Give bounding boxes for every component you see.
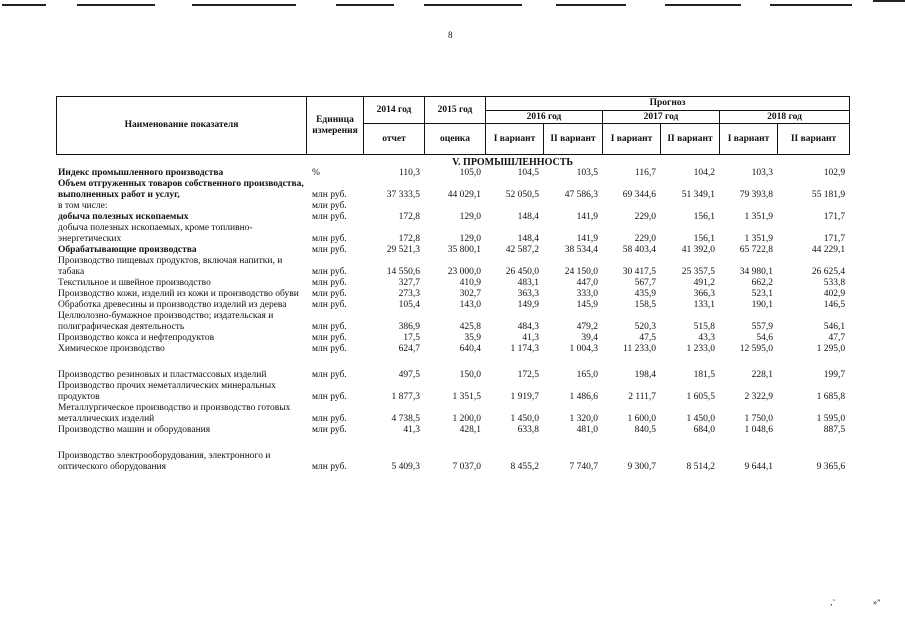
- indicator-unit: млн руб.: [312, 234, 347, 244]
- indicator-name: Металлургическое производство и производство готовых металлических изделий: [58, 403, 291, 424]
- value-cell: 479,2: [576, 322, 598, 332]
- indicator-unit: млн руб.: [312, 462, 347, 472]
- value-cell: 546,1: [823, 322, 846, 332]
- table-row: [56, 223, 849, 245]
- value-cell: 29 521,3: [386, 245, 420, 255]
- value-cell: 39,4: [581, 333, 598, 343]
- page-number: 8: [448, 30, 453, 40]
- value-cell: 229,0: [634, 212, 656, 222]
- value-cell: 199,7: [823, 370, 846, 380]
- value-cell: 410,9: [459, 278, 481, 288]
- value-cell: 273,3: [398, 289, 420, 299]
- value-cell: 229,0: [634, 234, 656, 244]
- value-cell: 1 450,0: [686, 414, 715, 424]
- indicator-name: Обработка древесины и производство изделий из дерева: [58, 300, 287, 310]
- header-forecast: Прогноз: [486, 97, 850, 111]
- table-row: [56, 311, 849, 333]
- value-cell: 148,4: [517, 234, 539, 244]
- value-cell: 5 409,3: [391, 462, 420, 472]
- value-cell: 1 351,9: [744, 234, 773, 244]
- table-row: [56, 179, 849, 201]
- value-cell: 116,7: [634, 168, 656, 178]
- header-variant-2: II вариант: [544, 124, 603, 155]
- header-variant-1: I вариант: [603, 124, 661, 155]
- indicator-unit: млн руб.: [312, 300, 347, 310]
- value-cell: 1 233,0: [686, 344, 715, 354]
- value-cell: 156,1: [693, 212, 715, 222]
- indicator-name: добыча полезных ископаемых, кроме топливно-энергетических: [58, 223, 253, 244]
- value-cell: 9 644,1: [744, 462, 773, 472]
- indicator-name: Химическое производство: [58, 344, 165, 354]
- value-cell: 7 037,0: [452, 462, 481, 472]
- indicator-name: Производство кожи, изделий из кожи и производство обуви: [58, 289, 299, 299]
- value-cell: 172,8: [398, 234, 420, 244]
- value-cell: 51 349,1: [681, 190, 715, 200]
- header-2015: 2015 год: [425, 97, 486, 124]
- indicator-name: Производство электрооборудования, электронного и оптического оборудования: [58, 451, 271, 472]
- value-cell: 4 738,5: [391, 414, 420, 424]
- value-cell: 129,0: [459, 234, 481, 244]
- value-cell: 9 365,6: [816, 462, 846, 472]
- value-cell: 47 586,3: [564, 190, 598, 200]
- value-cell: 38 534,4: [564, 245, 598, 255]
- indicator-name: Производство прочих неметаллических минеральных продуктов: [58, 381, 276, 402]
- value-cell: 105,4: [398, 300, 420, 310]
- indicator-unit: млн руб.: [312, 333, 347, 343]
- table-row: [56, 333, 849, 344]
- value-cell: 1 174,3: [510, 344, 539, 354]
- indicator-unit: млн руб.: [312, 212, 347, 222]
- value-cell: [660, 201, 719, 212]
- indicator-name: Производство машин и оборудования: [58, 425, 211, 435]
- value-cell: 333,0: [576, 289, 598, 299]
- value-cell: 428,1: [459, 425, 481, 435]
- scan-line: [556, 4, 626, 6]
- value-cell: 148,4: [517, 212, 539, 222]
- indicator-name: добыча полезных ископаемых: [58, 212, 189, 222]
- table-row: [56, 344, 849, 355]
- value-cell: 1 685,8: [816, 392, 846, 402]
- value-cell: 1 600,0: [627, 414, 656, 424]
- value-cell: 146,5: [823, 300, 846, 310]
- value-cell: 363,3: [517, 289, 539, 299]
- value-cell: 11 233,0: [623, 344, 656, 354]
- indicator-unit: млн руб.: [312, 414, 347, 424]
- indicator-unit: млн руб.: [312, 289, 347, 299]
- value-cell: 26 450,0: [505, 267, 539, 277]
- value-cell: 158,5: [634, 300, 656, 310]
- value-cell: [363, 201, 424, 212]
- value-cell: 7 740,7: [569, 462, 598, 472]
- value-cell: 327,7: [398, 278, 420, 288]
- value-cell: 44 229,1: [811, 245, 846, 255]
- value-cell: 102,9: [823, 168, 846, 178]
- value-cell: 515,8: [693, 322, 715, 332]
- header-unit: Единица измерения: [307, 97, 364, 155]
- value-cell: 104,5: [517, 168, 539, 178]
- spacer-row: [56, 355, 849, 370]
- value-cell: 44 029,1: [447, 190, 481, 200]
- value-cell: 9 300,7: [627, 462, 656, 472]
- value-cell: 30 417,5: [622, 267, 656, 277]
- indicator-unit: млн руб.: [312, 201, 347, 211]
- value-cell: 640,4: [459, 344, 481, 354]
- value-cell: 447,0: [576, 278, 598, 288]
- value-cell: 1 200,0: [452, 414, 481, 424]
- value-cell: 35,9: [464, 333, 481, 343]
- value-cell: 887,5: [823, 425, 846, 435]
- value-cell: 483,1: [517, 278, 539, 288]
- value-cell: [777, 201, 849, 212]
- header-variant-2: II вариант: [661, 124, 720, 155]
- scan-line: [770, 4, 852, 6]
- value-cell: 435,9: [634, 289, 656, 299]
- header-2016: 2016 год: [486, 111, 603, 124]
- value-cell: 35 800,1: [447, 245, 481, 255]
- value-cell: 172,5: [517, 370, 539, 380]
- corner-mark: »”: [873, 598, 881, 607]
- indicator-name: Производство резиновых и пластмассовых изделий: [58, 370, 267, 380]
- value-cell: 24 150,0: [564, 267, 598, 277]
- value-cell: 302,7: [459, 289, 481, 299]
- value-cell: 1 595,0: [816, 414, 846, 424]
- value-cell: 141,9: [576, 234, 598, 244]
- table-row: [56, 425, 849, 436]
- scan-line: [665, 4, 741, 6]
- value-cell: 366,3: [693, 289, 715, 299]
- table-row: [56, 381, 849, 403]
- table-row: [56, 300, 849, 311]
- corner-mark: ‚˜: [830, 598, 836, 607]
- value-cell: 43,3: [698, 333, 715, 343]
- scan-line: [192, 4, 296, 6]
- value-cell: 1 004,3: [569, 344, 598, 354]
- value-cell: 523,1: [751, 289, 773, 299]
- value-cell: 34 980,1: [739, 267, 773, 277]
- value-cell: 133,1: [693, 300, 715, 310]
- value-cell: 533,8: [823, 278, 846, 288]
- value-cell: 491,2: [693, 278, 715, 288]
- value-cell: 198,4: [634, 370, 656, 380]
- indicator-name: Обрабатывающие производства: [58, 245, 197, 255]
- indicator-name: Текстильное и швейное производство: [58, 278, 211, 288]
- value-cell: 65 722,8: [739, 245, 773, 255]
- value-cell: 25 357,5: [681, 267, 715, 277]
- indicator-unit: млн руб.: [312, 267, 347, 277]
- table-row: [56, 289, 849, 300]
- value-cell: 37 333,5: [386, 190, 420, 200]
- value-cell: 567,7: [634, 278, 656, 288]
- table-row: [56, 245, 849, 256]
- value-cell: 684,0: [693, 425, 715, 435]
- indicator-name: Объем отгруженных товаров собственного производства, выполненных работ и услуг,: [58, 179, 304, 200]
- value-cell: 2 111,7: [628, 392, 656, 402]
- table-row: [56, 370, 849, 381]
- value-cell: 633,8: [517, 425, 539, 435]
- indicator-unit: млн руб.: [312, 344, 347, 354]
- value-cell: [602, 201, 660, 212]
- value-cell: 8 514,2: [686, 462, 715, 472]
- value-cell: 425,8: [459, 322, 481, 332]
- indicators-table: [56, 157, 849, 473]
- table-row: [56, 451, 849, 473]
- indicator-unit: млн руб.: [312, 322, 347, 332]
- value-cell: 171,7: [823, 234, 846, 244]
- value-cell: 14 550,6: [386, 267, 420, 277]
- scan-line: [77, 4, 155, 6]
- header-actual: отчет: [364, 124, 425, 155]
- header-2018: 2018 год: [720, 111, 850, 124]
- table-header: [56, 96, 850, 155]
- value-cell: 402,9: [823, 289, 846, 299]
- value-cell: 55 181,9: [811, 190, 846, 200]
- value-cell: 103,5: [576, 168, 598, 178]
- indicator-unit: млн руб.: [312, 425, 347, 435]
- value-cell: 484,3: [517, 322, 539, 332]
- value-cell: 129,0: [459, 212, 481, 222]
- value-cell: 497,5: [398, 370, 420, 380]
- scan-line: [336, 4, 394, 6]
- indicator-unit: млн руб.: [312, 190, 347, 200]
- value-cell: 12 595,0: [739, 344, 773, 354]
- value-cell: 1 351,5: [452, 392, 481, 402]
- value-cell: 8 455,2: [510, 462, 539, 472]
- value-cell: 1 048,6: [744, 425, 773, 435]
- value-cell: 79 393,8: [739, 190, 773, 200]
- indicator-name: Целлюлозно-бумажное производство; издательская и полиграфическая деятельность: [58, 311, 274, 332]
- value-cell: 557,9: [751, 322, 773, 332]
- value-cell: 840,5: [634, 425, 656, 435]
- table-row: [56, 168, 849, 179]
- scan-line: [2, 4, 46, 6]
- indicator-name: Производство пищевых продуктов, включая напитки, и табака: [58, 256, 283, 277]
- value-cell: 520,3: [634, 322, 656, 332]
- indicator-unit: млн руб.: [312, 278, 347, 288]
- value-cell: 228,1: [751, 370, 773, 380]
- indicator-name: Производство кокса и нефтепродуктов: [58, 333, 215, 343]
- value-cell: 23 000,0: [447, 267, 481, 277]
- value-cell: 145,9: [576, 300, 598, 310]
- value-cell: 190,1: [751, 300, 773, 310]
- header-2014: 2014 год: [364, 97, 425, 124]
- value-cell: 172,8: [398, 212, 420, 222]
- value-cell: 1 295,0: [816, 344, 846, 354]
- value-cell: 2 322,9: [744, 392, 773, 402]
- spacer-row: [56, 436, 849, 451]
- value-cell: [719, 201, 777, 212]
- indicator-unit: %: [312, 168, 320, 178]
- indicator-name: в том числе:: [58, 201, 108, 211]
- value-cell: 52 050,5: [505, 190, 539, 200]
- indicator-unit: млн руб.: [312, 370, 347, 380]
- value-cell: 1 320,0: [569, 414, 598, 424]
- table-row: [56, 278, 849, 289]
- value-cell: 26 625,4: [811, 267, 846, 277]
- value-cell: 624,7: [398, 344, 420, 354]
- header-variant-1: I вариант: [486, 124, 544, 155]
- value-cell: 17,5: [403, 333, 420, 343]
- value-cell: 47,5: [639, 333, 656, 343]
- value-cell: 1 877,3: [391, 392, 420, 402]
- table-row: [56, 403, 849, 425]
- value-cell: 143,0: [459, 300, 481, 310]
- value-cell: 41,3: [522, 333, 539, 343]
- value-cell: 150,0: [459, 370, 481, 380]
- table-row: [56, 201, 849, 212]
- value-cell: 181,5: [693, 370, 715, 380]
- value-cell: 110,3: [398, 168, 420, 178]
- header-2017: 2017 год: [603, 111, 720, 124]
- indicator-unit: млн руб.: [312, 392, 347, 402]
- value-cell: 149,9: [517, 300, 539, 310]
- scan-line: [873, 0, 905, 2]
- value-cell: 41,3: [403, 425, 420, 435]
- value-cell: 481,0: [576, 425, 598, 435]
- value-cell: 42 587,2: [505, 245, 539, 255]
- value-cell: 1 450,0: [510, 414, 539, 424]
- value-cell: 104,2: [693, 168, 715, 178]
- table-row: [56, 212, 849, 223]
- value-cell: [485, 201, 543, 212]
- value-cell: 105,0: [459, 168, 481, 178]
- value-cell: 41 392,0: [681, 245, 715, 255]
- value-cell: 1 605,5: [686, 392, 715, 402]
- value-cell: 165,0: [576, 370, 598, 380]
- value-cell: 156,1: [693, 234, 715, 244]
- value-cell: 141,9: [576, 212, 598, 222]
- indicator-unit: млн руб.: [312, 245, 347, 255]
- value-cell: 662,2: [751, 278, 773, 288]
- value-cell: 103,3: [751, 168, 773, 178]
- value-cell: 171,7: [823, 212, 846, 222]
- value-cell: 1 750,0: [744, 414, 773, 424]
- value-cell: [424, 201, 485, 212]
- value-cell: 58 403,4: [622, 245, 656, 255]
- header-variant-1: I вариант: [720, 124, 778, 155]
- value-cell: 1 486,6: [569, 392, 598, 402]
- value-cell: 1 919,7: [510, 392, 539, 402]
- header-name: Наименование показателя: [57, 97, 307, 155]
- scan-line: [424, 4, 522, 6]
- header-variant-2: II вариант: [778, 124, 850, 155]
- section-title: V. ПРОМЫШЛЕННОСТЬ: [452, 157, 573, 168]
- section-title-row: [56, 157, 849, 168]
- value-cell: 1 351,9: [744, 212, 773, 222]
- value-cell: 69 344,6: [622, 190, 656, 200]
- indicator-name: Индекс промышленного производства: [58, 168, 224, 178]
- header-estimate: оценка: [425, 124, 486, 155]
- value-cell: 386,9: [398, 322, 420, 332]
- value-cell: 47,7: [828, 333, 846, 343]
- table-row: [56, 256, 849, 278]
- value-cell: 54,6: [756, 333, 773, 343]
- value-cell: [543, 201, 602, 212]
